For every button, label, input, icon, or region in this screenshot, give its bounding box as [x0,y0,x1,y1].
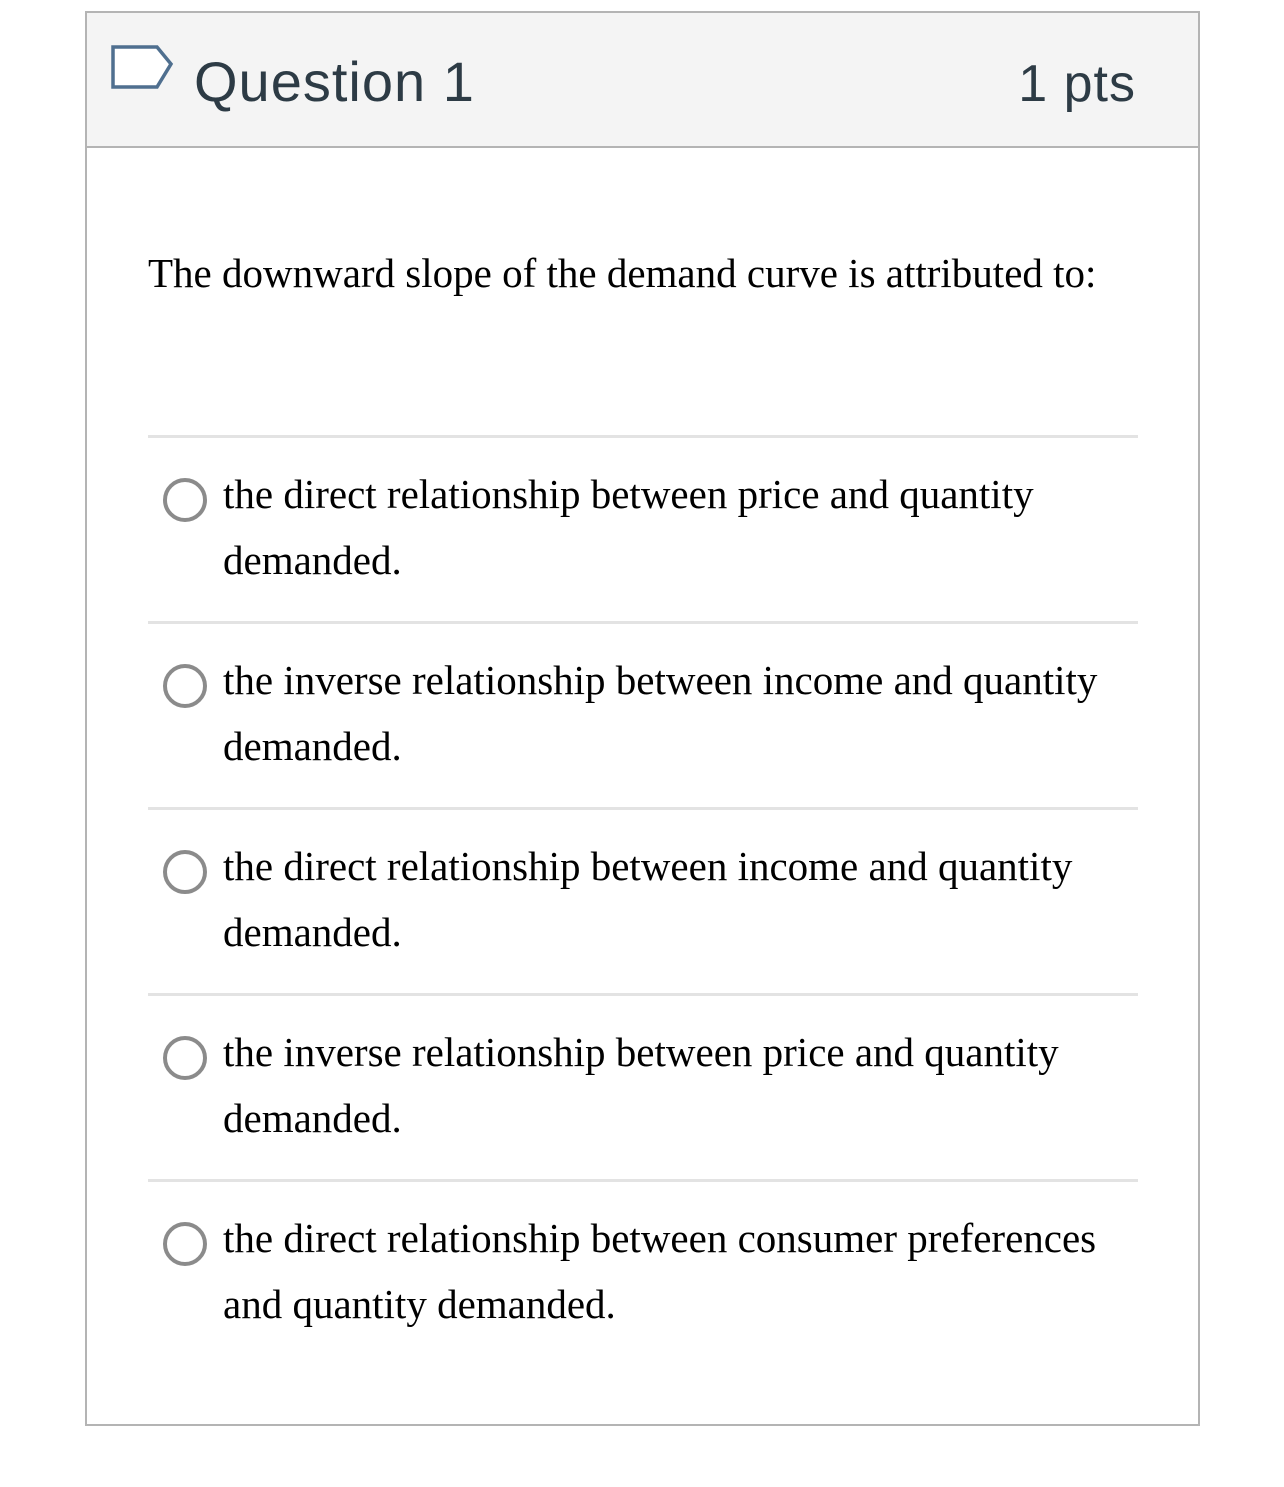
question-header [87,13,1198,148]
answer-option[interactable] [148,1182,1138,1365]
answer-list [148,435,1138,1365]
radio-button[interactable] [163,1036,207,1080]
answer-option[interactable] [148,624,1138,810]
radio-button[interactable] [163,664,207,708]
answer-option[interactable] [148,810,1138,996]
answer-option[interactable] [148,996,1138,1182]
radio-button[interactable] [163,850,207,894]
flag-question-icon[interactable] [110,43,174,95]
radio-button[interactable] [163,478,207,522]
answer-option[interactable] [148,438,1138,624]
answer-label[interactable]: the inverse relationship between income and quantity demanded. [223,657,1098,769]
answer-label[interactable]: the direct relationship between income and quantity demanded. [223,843,1073,955]
radio-button[interactable] [163,1222,207,1266]
question-text: The downward slope of the demand curve is attributed to: [148,250,1097,296]
question-card [85,11,1200,1426]
question-title: Question 1 [194,50,475,113]
answer-label[interactable]: the direct relationship between consumer preferences and quantity demanded. [223,1215,1097,1327]
question-body [87,148,1198,1365]
question-points: 1 pts [1018,55,1136,113]
answer-label[interactable]: the inverse relationship between price and quantity demanded. [223,1029,1059,1141]
answer-label[interactable]: the direct relationship between price and quantity demanded. [223,471,1034,583]
